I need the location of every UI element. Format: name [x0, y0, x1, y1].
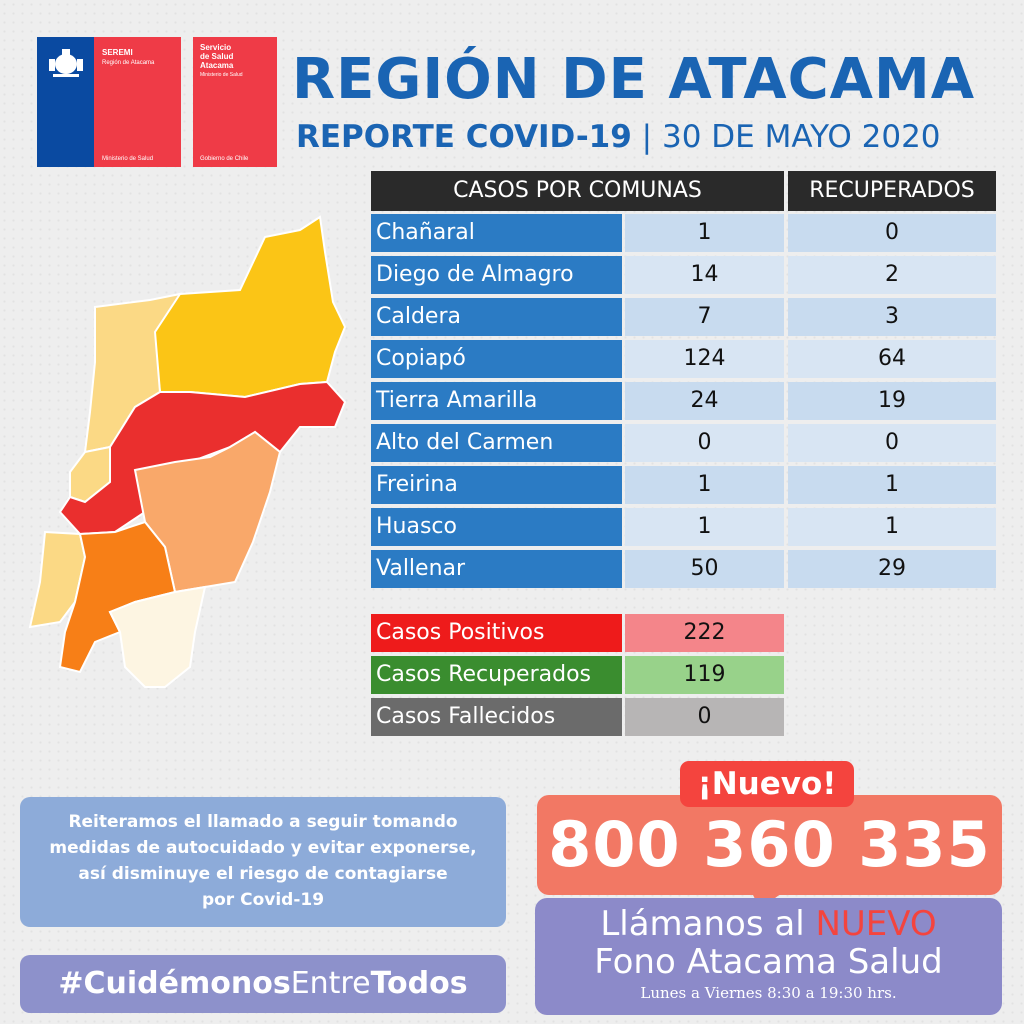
call-line-1: [535, 903, 1002, 945]
comuna-recovered: 64: [788, 340, 996, 378]
total-label-positivos: Casos Positivos: [371, 614, 622, 652]
coat-of-arms-icon: [45, 45, 87, 79]
comuna-name: Caldera: [371, 298, 622, 336]
total-value-positivos: 222: [625, 614, 784, 652]
comuna-cases: 24: [625, 382, 784, 420]
comuna-cases: 1: [625, 508, 784, 546]
nuevo-highlight: NUEVO: [815, 904, 937, 944]
comuna-name: Diego de Almagro: [371, 256, 622, 294]
hashtag-word: Entre: [290, 966, 371, 1001]
opening-hours: Lunes a Viernes 8:30 a 19:30 hrs.: [640, 984, 897, 1002]
report-subtitle: [296, 117, 996, 157]
page-title: REGIÓN DE ATACAMA: [292, 47, 976, 112]
report-label: REPORTE COVID-19: [296, 119, 632, 155]
comuna-recovered: 19: [788, 382, 996, 420]
de-salud-label: de Salud: [200, 52, 234, 61]
servicio-label: Servicio: [200, 43, 232, 52]
comuna-name: Alto del Carmen: [371, 424, 622, 462]
phone-number: 800 360 335: [548, 808, 991, 881]
comuna-cases: 0: [625, 424, 784, 462]
hashtag-banner: [20, 955, 506, 1013]
nuevo-badge: ¡Nuevo!: [680, 761, 854, 807]
atacama-label: Atacama: [200, 61, 234, 70]
self-care-message: [20, 797, 506, 927]
total-value-fallecidos: 0: [625, 698, 784, 736]
comuna-cases: 1: [625, 466, 784, 504]
ministry-label: Ministerio de Salud: [102, 156, 154, 162]
region-label: Región de Atacama: [102, 60, 155, 66]
comuna-recovered: 1: [788, 508, 996, 546]
message-line: medidas de autocuidado y evitar exponerse,: [49, 838, 477, 858]
fono-name: Fono Atacama Salud: [594, 942, 943, 982]
comuna-recovered: 0: [788, 424, 996, 462]
header-casos-por-comunas: CASOS POR COMUNAS: [371, 171, 784, 211]
comuna-cases: 50: [625, 550, 784, 588]
comuna-name: Tierra Amarilla: [371, 382, 622, 420]
message-line: Reiteramos el llamado a seguir tomando: [68, 812, 458, 832]
gobierno-label: Gobierno de Chile: [200, 156, 249, 162]
total-label-recuperados: Casos Recuperados: [371, 656, 622, 694]
comuna-name: Huasco: [371, 508, 622, 546]
servicio-salud-logo: [193, 37, 277, 167]
comuna-recovered: 3: [788, 298, 996, 336]
header-recuperados: RECUPERADOS: [788, 171, 996, 211]
comuna-name: Chañaral: [371, 214, 622, 252]
hashtag-symbol: #: [58, 966, 84, 1001]
map-zone-diego-de-almagro: [150, 217, 345, 397]
message-line: por Covid-19: [201, 890, 325, 910]
seremi-logo: [37, 37, 181, 167]
call-text: Llámanos al: [600, 904, 816, 944]
report-date: 30 DE MAYO 2020: [661, 119, 941, 155]
message-line: así disminuye el riesgo de contagiarse: [78, 864, 448, 884]
hashtag-word: Todos: [370, 966, 468, 1001]
ministry-small-label: Ministerio de Salud: [200, 72, 243, 78]
comuna-name: Vallenar: [371, 550, 622, 588]
comuna-cases: 124: [625, 340, 784, 378]
total-label-fallecidos: Casos Fallecidos: [371, 698, 622, 736]
comuna-name: Freirina: [371, 466, 622, 504]
atacama-region-map: [15, 212, 355, 697]
comuna-recovered: 1: [788, 466, 996, 504]
comuna-cases: 14: [625, 256, 784, 294]
comuna-recovered: 0: [788, 214, 996, 252]
subtitle-separator: |: [631, 119, 662, 155]
comuna-name: Copiapó: [371, 340, 622, 378]
comuna-recovered: 29: [788, 550, 996, 588]
comuna-cases: 1: [625, 214, 784, 252]
comuna-cases: 7: [625, 298, 784, 336]
hashtag-word: Cuidémonos: [83, 966, 291, 1001]
comuna-recovered: 2: [788, 256, 996, 294]
seremi-label: SEREMI: [102, 48, 133, 57]
total-value-recuperados: 119: [625, 656, 784, 694]
